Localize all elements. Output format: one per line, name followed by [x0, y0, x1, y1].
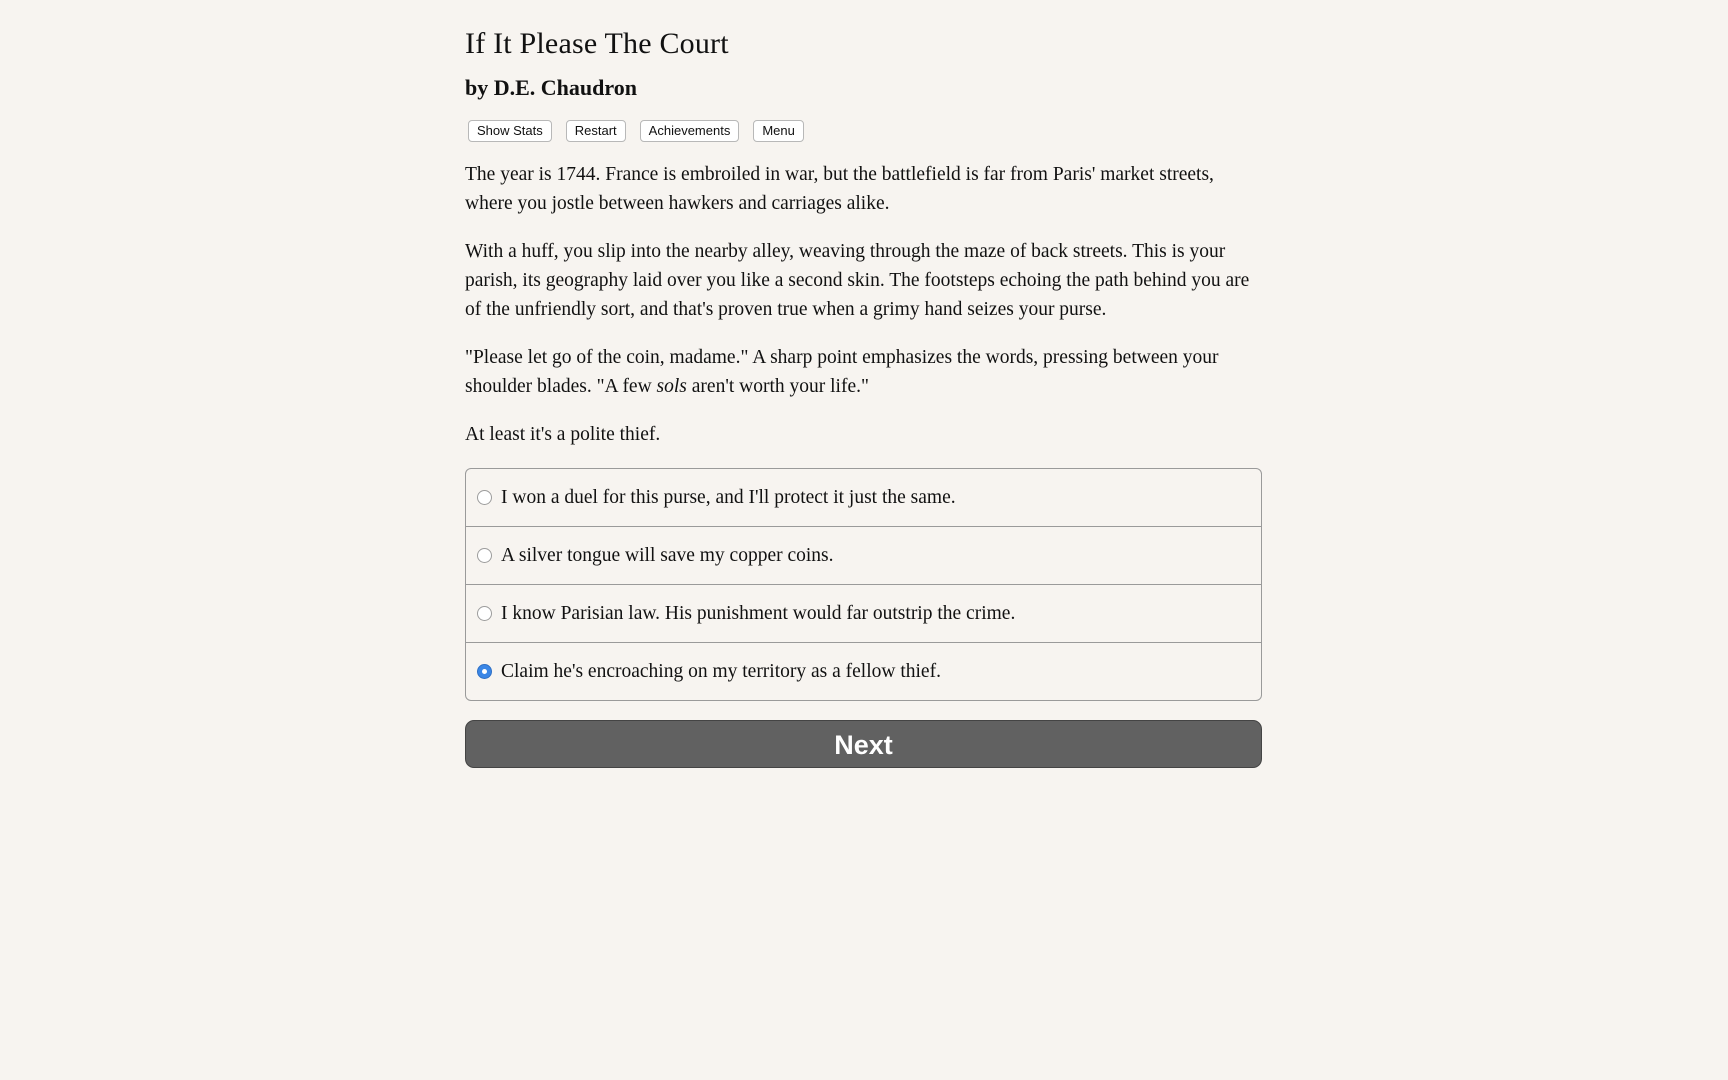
- story-emphasis: sols: [656, 376, 687, 397]
- choice-label: I won a duel for this purse, and I'll protect it just the same.: [501, 486, 956, 508]
- story-paragraph: The year is 1744. France is embroiled in war, but the battlefield is far from Paris' market streets, where you jostle between hawkers and carriages alike.: [465, 164, 1214, 214]
- toolbar: [465, 120, 1262, 142]
- choice-option[interactable]: [466, 526, 1261, 584]
- choice-list: [465, 468, 1262, 701]
- menu-button[interactable]: Menu: [753, 120, 804, 142]
- choice-label: I know Parisian law. His punishment would far outstrip the crime.: [501, 602, 1016, 624]
- game-author: by D.E. Chaudron: [465, 75, 637, 100]
- restart-button[interactable]: Restart: [566, 120, 626, 142]
- achievements-button[interactable]: Achievements: [640, 120, 740, 142]
- choice-label: Claim he's encroaching on my territory as a fellow thief.: [501, 660, 941, 682]
- radio-button[interactable]: [477, 490, 492, 505]
- story-text: [465, 160, 1262, 449]
- radio-button[interactable]: [477, 606, 492, 621]
- choice-option[interactable]: [466, 469, 1261, 526]
- story-paragraph: [465, 343, 1262, 401]
- story-paragraph: With a huff, you slip into the nearby alley, weaving through the maze of back streets. This is your parish, its geography laid over you like a second skin. The footsteps echoing the path behind you are of the unfriendly sort, and that's proven true when a grimy hand seizes your purse.: [465, 241, 1250, 320]
- choice-label: A silver tongue will save my copper coins.: [501, 544, 834, 566]
- story-text-segment: aren't worth your life.": [686, 376, 869, 397]
- story-text-segment: "Please let go of the coin, madame." A sharp point emphasizes the words, pressing between your shoulder blades. "A few: [465, 347, 1219, 397]
- game-page: [465, 0, 1262, 768]
- game-title: If It Please The Court: [465, 27, 729, 60]
- choice-option[interactable]: [466, 642, 1261, 700]
- next-button[interactable]: Next: [465, 720, 1262, 768]
- choice-option[interactable]: [466, 584, 1261, 642]
- radio-button[interactable]: [477, 664, 492, 679]
- story-paragraph: At least it's a polite thief.: [465, 424, 661, 445]
- radio-button[interactable]: [477, 548, 492, 563]
- show-stats-button[interactable]: Show Stats: [468, 120, 552, 142]
